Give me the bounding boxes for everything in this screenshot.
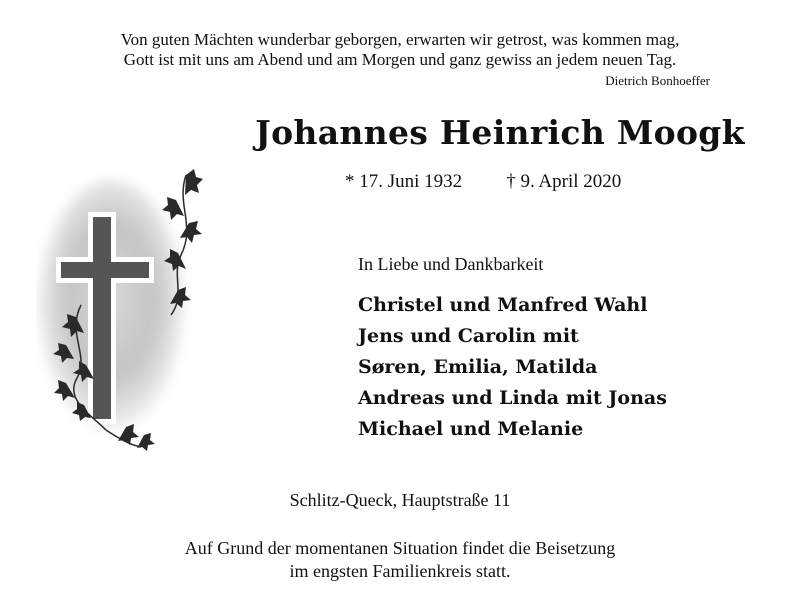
mourner-entry: Christel und Manfred Wahl	[358, 294, 648, 316]
funeral-note-line-1: Auf Grund der momentanen Situation findet die Beisetzung	[184, 538, 616, 558]
bonhoeffer-quote	[0, 30, 800, 70]
mourner-entry: Andreas und Linda mit Jonas	[358, 387, 667, 409]
quote-line-1: Von guten Mächten wunderbar geborgen, erwarten wir getrost, was kommen mag,	[120, 30, 680, 49]
mourner-entry: Jens und Carolin mit	[358, 325, 579, 347]
funeral-note	[0, 537, 800, 583]
birth-date: * 17. Juni 1932	[345, 171, 463, 192]
quote-line-2: Gott ist mit uns am Abend und am Morgen und ganz gewiss an jedem neuen Tag.	[123, 50, 677, 69]
mourners-list	[358, 290, 667, 445]
life-dates	[345, 170, 621, 194]
cross-with-ivy-icon	[36, 165, 211, 455]
mourner-entry: Michael und Melanie	[358, 418, 584, 440]
death-date: † 9. April 2020	[506, 171, 622, 192]
funeral-note-line-2: im engsten Familienkreis statt.	[289, 561, 511, 581]
mourner-entry: Søren, Emilia, Matilda	[358, 356, 598, 378]
quote-author: Dietrich Bonhoeffer	[605, 73, 710, 88]
mourners-intro: In Liebe und Dankbarkeit	[358, 254, 544, 274]
address: Schlitz-Queck, Hauptstraße 11	[289, 490, 511, 510]
deceased-name: Johannes Heinrich Moogk	[255, 113, 745, 152]
